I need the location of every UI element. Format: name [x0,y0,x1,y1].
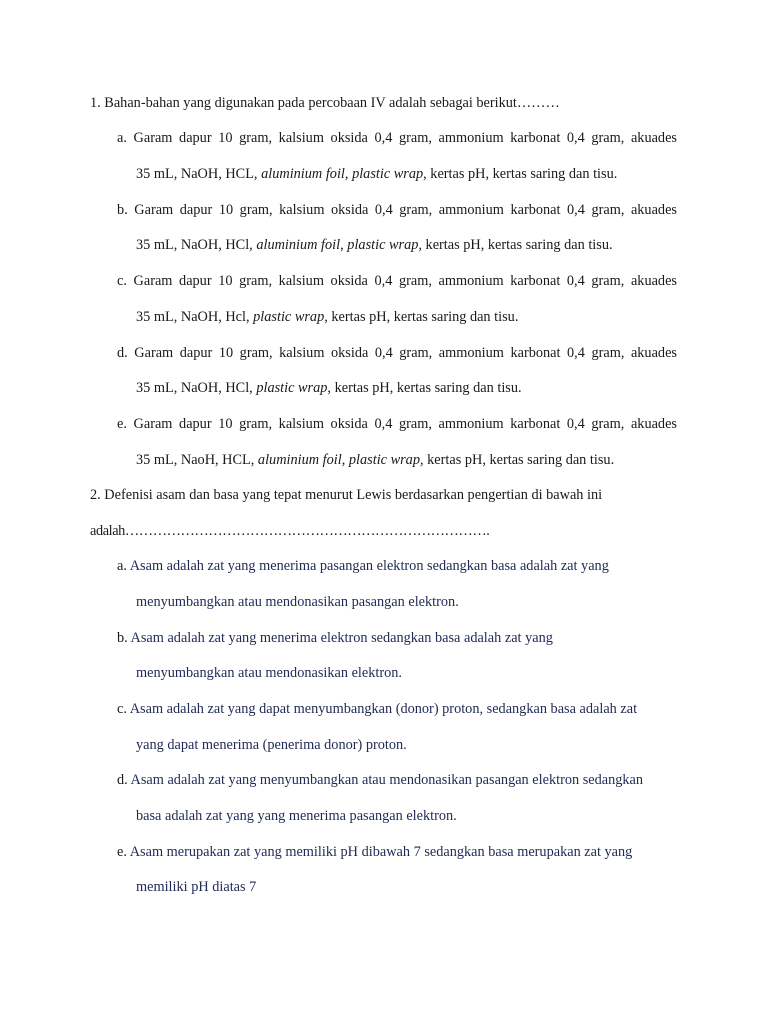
q1-option-b-mid: , [340,237,348,253]
q2-option-b-text: Asam adalah zat yang menerima elektron sedangkan basa adalah zat yang [130,630,553,646]
q2-option-c-text: Asam adalah zat yang dapat menyumbangkan (donor) proton, sedangkan basa adalah zat [129,701,638,717]
q2-option-e-label: e. [117,844,130,860]
q1-option-e-pre: 35 mL, NaoH, HCL, [136,452,258,468]
q1-option-a-line1: a. Garam dapur 10 gram, kalsium oksida 0,4 gram, ammonium karbonat 0,4 gram, akuades [117,130,677,146]
q1-option-a-pre: 35 mL, NaOH, HCL, [136,166,262,182]
q2-option-b-line2: menyumbangkan atau mendonasikan elektron. [136,665,403,681]
q1-option-a-line2 [136,165,617,183]
q1-option-d-line2 [136,379,522,397]
q1-option-b-line2 [136,236,613,254]
question-2-text-line2: adalah……………………………………………………………………. [90,523,490,539]
q1-option-a-post: , kertas pH, kertas saring dan tisu. [423,166,618,182]
q1-option-c-pre: 35 mL, NaOH, Hcl, [136,309,254,325]
q1-option-b-italic-2: plastic wrap [347,237,419,253]
q1-option-e-italic-1: aluminium foil [257,452,342,468]
q1-option-e-line1: e. Garam dapur 10 gram, kalsium oksida 0,4 gram, ammonium karbonat 0,4 gram, akuades [117,416,677,432]
q1-option-b-line1: b. Garam dapur 10 gram, kalsium oksida 0,4 gram, ammonium karbonat 0,4 gram, akuades [117,202,677,218]
q1-option-d-post: , kertas pH, kertas saring dan tisu. [327,380,522,396]
q2-option-c-label: c. [117,701,130,717]
q1-option-d-line1: d. Garam dapur 10 gram, kalsium oksida 0,4 gram, ammonium karbonat 0,4 gram, akuades [117,345,677,361]
q1-option-e-italic-2: plastic wrap [348,452,420,468]
q2-option-a-text: Asam adalah zat yang menerima pasangan elektron sedangkan basa adalah zat yang [129,558,609,574]
q1-option-b-post: , kertas pH, kertas saring dan tisu. [418,237,613,253]
q1-option-c-line1: c. Garam dapur 10 gram, kalsium oksida 0,4 gram, ammonium karbonat 0,4 gram, akuades [117,273,677,289]
question-1-text: 1. Bahan-bahan yang digunakan pada percobaan IV adalah sebagai berikut……… [90,95,560,111]
q1-option-e-mid: , [341,452,349,468]
q1-option-e-post: , kertas pH, kertas saring dan tisu. [419,452,615,468]
q1-option-d-italic-1: plastic wrap [256,380,328,396]
q2-option-d-line1 [117,771,643,789]
q2-option-c-line1 [117,700,637,718]
q1-option-e-line2 [136,451,614,469]
q2-option-a-line1 [117,557,609,575]
question-2-text-line1: 2. Defenisi asam dan basa yang tepat menurut Lewis berdasarkan pengertian di bawah ini [90,487,603,503]
q1-option-c-post: , kertas pH, kertas saring dan tisu. [324,309,519,325]
q2-option-c-line2: yang dapat menerima (penerima donor) proton. [136,737,407,753]
q1-option-b-italic-1: aluminium foil [256,237,341,253]
q1-option-a-italic-1: aluminium foil [261,166,345,182]
q1-option-a-mid: , [344,166,353,182]
q2-option-a-line2: menyumbangkan atau mendonasikan pasangan elektron. [136,594,459,610]
q1-option-c-italic-1: plastic wrap [253,309,325,325]
q2-option-e-line1 [117,843,632,861]
q2-option-b-label: b. [117,630,131,646]
q2-option-e-text: Asam merupakan zat yang memiliki pH dibawah 7 sedangkan basa merupakan zat yang [129,844,633,860]
q1-option-c-line2 [136,308,518,326]
q2-option-d-line2: basa adalah zat yang yang menerima pasangan elektron. [136,808,457,824]
q2-option-b-line1 [117,629,553,647]
q1-option-d-pre: 35 mL, NaOH, HCl, [136,380,257,396]
q2-option-d-text: Asam adalah zat yang menyumbangkan atau mendonasikan pasangan elektron sedangkan [130,772,644,788]
q1-option-b-pre: 35 mL, NaOH, HCl, [136,237,257,253]
q2-option-a-label: a. [117,558,130,574]
q2-option-d-label: d. [117,772,131,788]
q1-option-a-italic-2: plastic wrap [352,166,424,182]
q2-option-e-line2: memiliki pH diatas 7 [136,879,257,895]
